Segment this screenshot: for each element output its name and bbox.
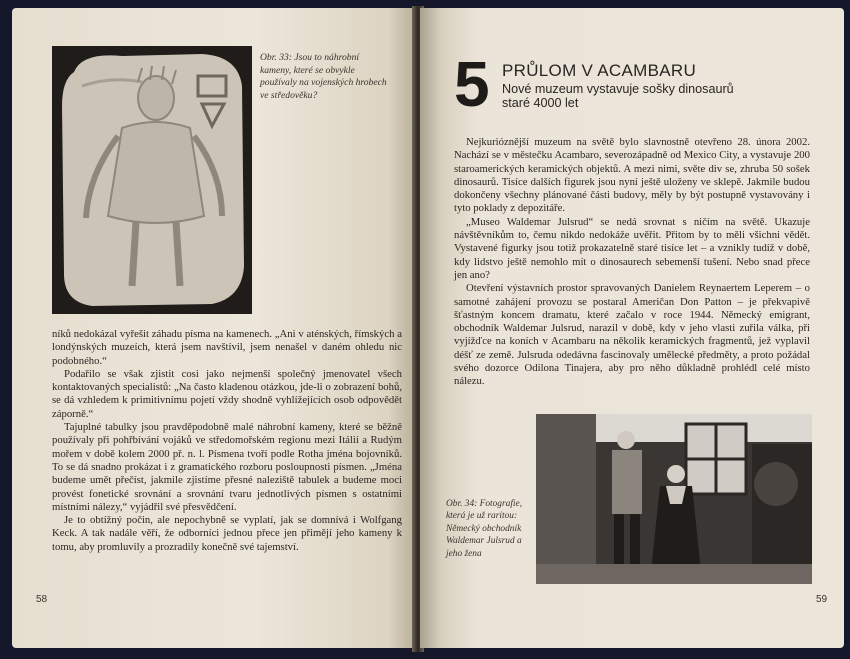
right-body-text (454, 136, 810, 389)
left-page (12, 8, 416, 648)
page-number-left: 58 (36, 594, 48, 605)
chapter-subtitle: Nové muzeum vystavuje sošky dinosaurů staré 4000 let (502, 82, 734, 110)
paragraph: Nejkurióznější muzeum na světě bylo slavnostně otevřeno 28. února 2002. Nachází se v městečku Acambaro, severozápadně od Mexico City, a vystavuje 200 staroamerických keramických objektů. A mezi nimi, světe div se, zhruba 50 sošek dinosaurů. Tisíce dalších figurek jsou nyní ještě uloženy ve sklepě. Jakmile budou dokončeny všechny plánované části budovy, měly by být postupně vystavovány i tyto poklady z depozitáře. (454, 136, 810, 215)
paragraph: Otevření výstavních prostor spravovaných Danielem Reynaertem Leperem – o samotné zahájení provozu se postaral Američan Don Patton – je překvapivě šťastným koncem dramatu, které začalo v roce 1944. Německý emigrant, obchodník Waldemar Julsrud, narazil v době, kdy v jeho vlasti zuřila válka, při vyjížďce na koních v Acambaru na několik keramických fragmentů, jež vyplavil déšť ze země. Julsruda odedávna fascinovaly umělecké předměty, a proto požádal svého dozorce Odilona Tinajera, aby pro něho důkladně prohlédl celé místo nálezu. (454, 282, 810, 388)
chapter-title: PRŮLOM V ACAMBARU (502, 61, 697, 80)
paragraph: Podařilo se však zjistit cosi jako nejmenší společný jmenovatel všech kontaktovaných specialistů: „Na často kladenou otázkou, jde-li o zobrazení bohů, se dá vzhledem k primitivnímu pojetí vždy shodně vyhlížejících osob odpovědět záporně.“ (52, 367, 402, 420)
couple-photo (536, 414, 812, 584)
left-body-text (52, 328, 402, 554)
paragraph: níků nedokázal vyřešit záhadu písma na kamenech. „Ani v aténských, římských a londýnských muzeích, která jsem navštívil, jsem nenašel v daném ohledu nic podobného.“ (52, 328, 402, 367)
page-number-right: 59 (816, 594, 828, 605)
paragraph: „Museo Waldemar Julsrud“ se nedá srovnat s ničím na světě. Ukazuje návštěvníkům to, čemu nikdo nedokáže uvěřit. Přitom by to měli všichni vědět. Vystavené figurky jsou totiž prokazatelně staré tisíce let – a vznikly tudíž v době, kdy lidstvo ještě nemohlo mít o dinosaurech sebemenší tušení. Nebo snad přece jen ano? (454, 215, 810, 281)
figure-34-caption: Obr. 34: Fotografie, která je už raritou: Německý obchodník Waldemar Julsrud a jeho žena (446, 499, 523, 559)
figure-33-caption: Obr. 33: Jsou to náhrobní kameny, které se obvykle používaly na vojenských hrobech ve středověku? (260, 52, 387, 101)
right-page (420, 8, 844, 648)
couple-photo-image (536, 414, 812, 584)
paragraph: Tajuplné tabulky jsou pravděpodobně malé náhrobní kameny, které se běžně používaly při pohřbívání vojáků ve středomořském regionu mezi Itálií a Rudým mořem v době kolem 2000 př. n. l. Písmena tvoří podle Rotha jména bojovníků. To se dá snadno prokázat i z gramatického rozboru posloupnosti písmen. „Jména budeme umět přečíst, jakmile zjistíme přesné naleziště tabulek a budeme moci provést fonetické srovnání a srovnání tvaru jednotlivých písmen s ostatními místními nálezy,“ vyjádřil své přesvědčení. (52, 421, 402, 513)
paragraph: Je to obtížný počin, ale nepochybně se vyplatí, jak se domnívá i Wolfgang Keck. A tak nadále věří, že odborníci jednou přece jen přimějí jeho kameny k tomu, aby promluvily a prozradily konečně své tajemství. (52, 514, 402, 553)
stone-tablet-image (52, 46, 252, 314)
stone-tablet-photo (52, 46, 252, 314)
chapter-number: 5 (454, 48, 490, 120)
